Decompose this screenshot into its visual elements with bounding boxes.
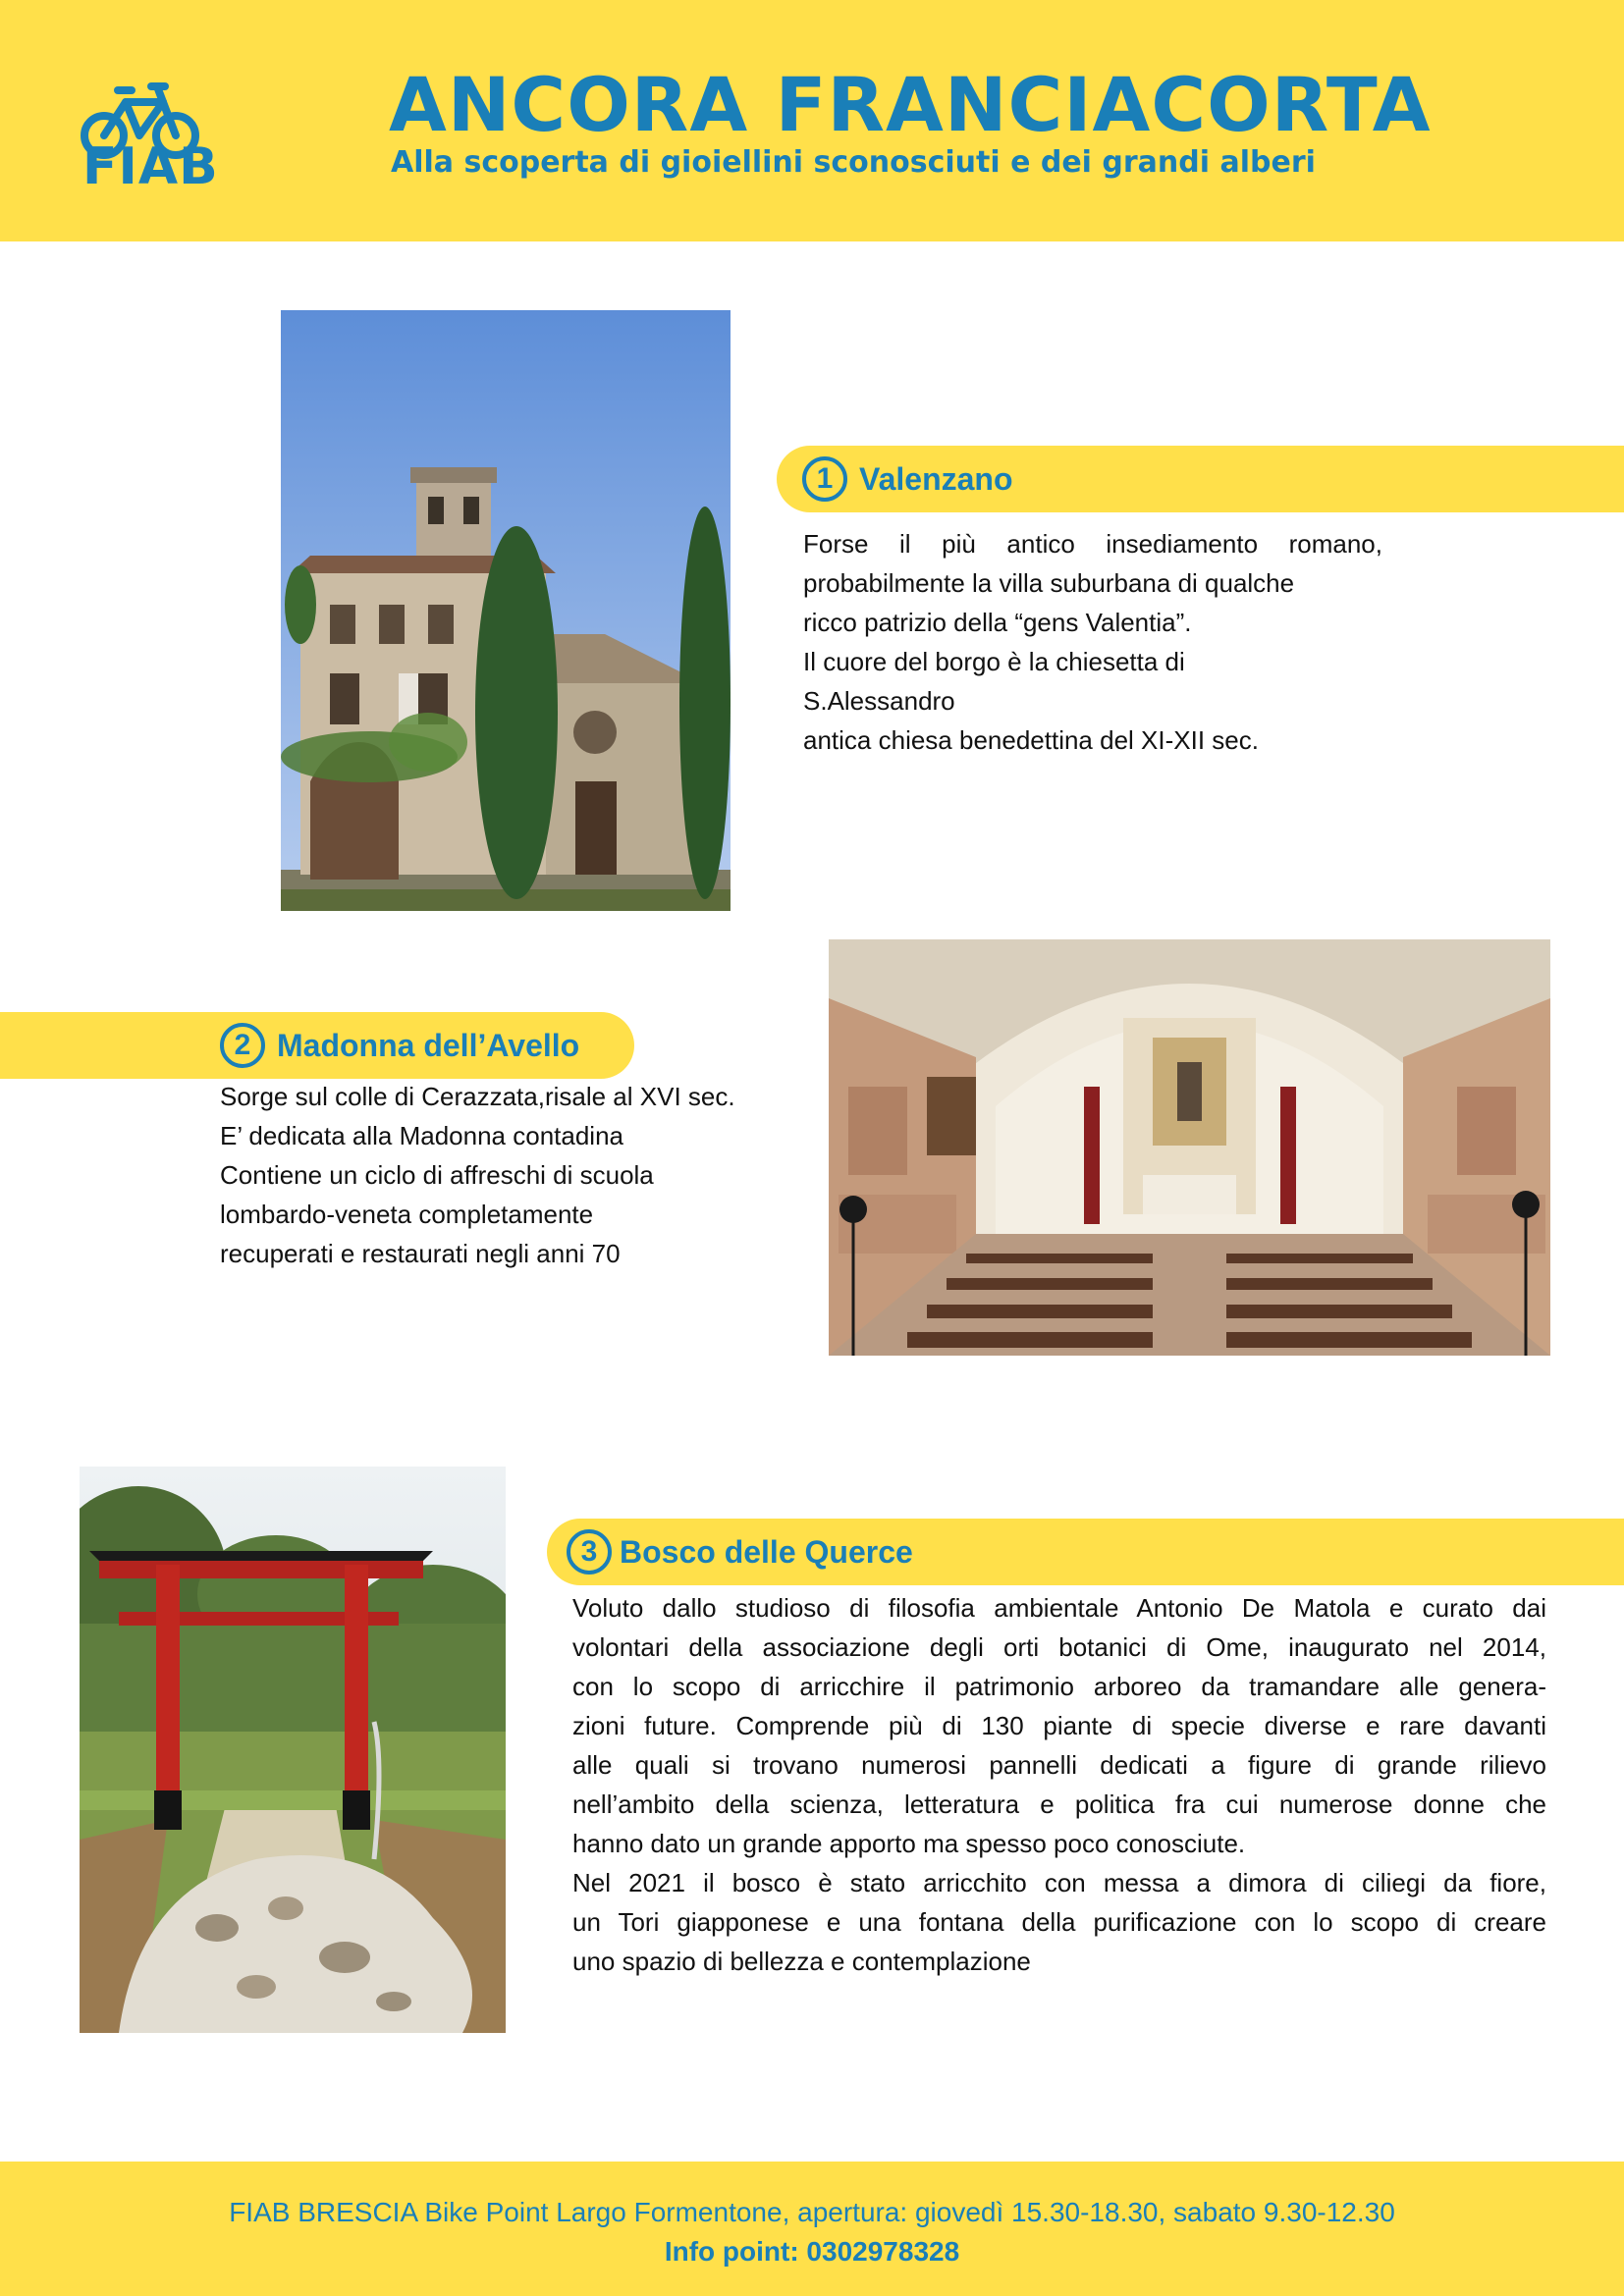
text-line: Sorge sul colle di Cerazzata,risale al XVI sec. (220, 1082, 735, 1111)
section-number-badge: 1 (802, 456, 847, 502)
logo-text: FIAB (82, 137, 219, 196)
section-header-valenzano (777, 446, 1624, 512)
section-title: Bosco delle Querce (620, 1533, 913, 1570)
text-line: Voluto dallo studioso di filosofia ambientale Antonio De Matola e curato dai (572, 1593, 1546, 1623)
text-line: zioni future. Comprende più di 130 piante di specie diverse e rare davanti (572, 1711, 1546, 1740)
section-header-bosco-querce (547, 1519, 1624, 1585)
section-number-badge: 2 (220, 1023, 265, 1068)
text-line: S.Alessandro (803, 686, 955, 716)
footer-address: FIAB BRESCIA Bike Point Largo Formentone, apertura: giovedì 15.30-18.30, sabato 9.30-12.30 (229, 2197, 1395, 2227)
section-text-madonna-avello (220, 1077, 799, 1273)
section-title: Madonna dell’Avello (277, 1027, 580, 1063)
section-text-valenzano (803, 524, 1382, 760)
section-text-bosco-querce (572, 1588, 1546, 1981)
section-title: Valenzano (859, 460, 1013, 497)
text-line: con lo scopo di arricchire il patrimonio arboreo da tramandare alle genera- (572, 1672, 1546, 1701)
bosco-querce-photo (80, 1467, 506, 2033)
section-number-badge: 3 (567, 1529, 612, 1575)
text-line: Forse il più antico insediamento romano, (803, 529, 1382, 559)
footer-info-point: Info point: 0302978328 (664, 2236, 960, 2267)
text-line: ricco patrizio della “gens Valentia”. (803, 608, 1192, 637)
madonna-avello-photo (829, 939, 1550, 1356)
text-line: E’ dedicata alla Madonna contadina (220, 1121, 623, 1150)
page-subtitle: Alla scoperta di gioiellini sconosciuti e dei grandi alberi (391, 145, 1316, 180)
text-line: alle quali si trovano numerosi pannelli dedicati a figure di grande rilievo (572, 1750, 1546, 1780)
valenzano-photo (281, 310, 731, 911)
footer-banner (0, 2162, 1624, 2296)
text-line: volontari della associazione degli orti botanici di Ome, inaugurato nel 2014, (572, 1632, 1546, 1662)
text-line: un Tori giapponese e una fontana della purificazione con lo scopo di creare (572, 1907, 1546, 1937)
text-line: probabilmente la villa suburbana di qualche (803, 568, 1295, 598)
text-line: Nel 2021 il bosco è stato arricchito con messa a dimora di ciliegi da fiore, (572, 1868, 1546, 1897)
text-line: Il cuore del borgo è la chiesetta di (803, 647, 1185, 676)
text-line: hanno dato un grande apporto ma spesso poco conosciute. (572, 1829, 1246, 1858)
text-line: Contiene un ciclo di affreschi di scuola (220, 1160, 654, 1190)
text-line: antica chiesa benedettina del XI-XII sec. (803, 725, 1259, 755)
text-line: nell’ambito della scienza, letteratura e politica fra cui numerose donne che (572, 1789, 1546, 1819)
page-title: ANCORA FRANCIACORTA (389, 61, 1432, 148)
section-header-madonna-avello (0, 1012, 634, 1079)
text-line: recuperati e restaurati negli anni 70 (220, 1239, 621, 1268)
text-line: uno spazio di bellezza e contemplazione (572, 1947, 1031, 1976)
text-line: lombardo-veneta completamente (220, 1200, 594, 1229)
header-banner (0, 0, 1624, 241)
